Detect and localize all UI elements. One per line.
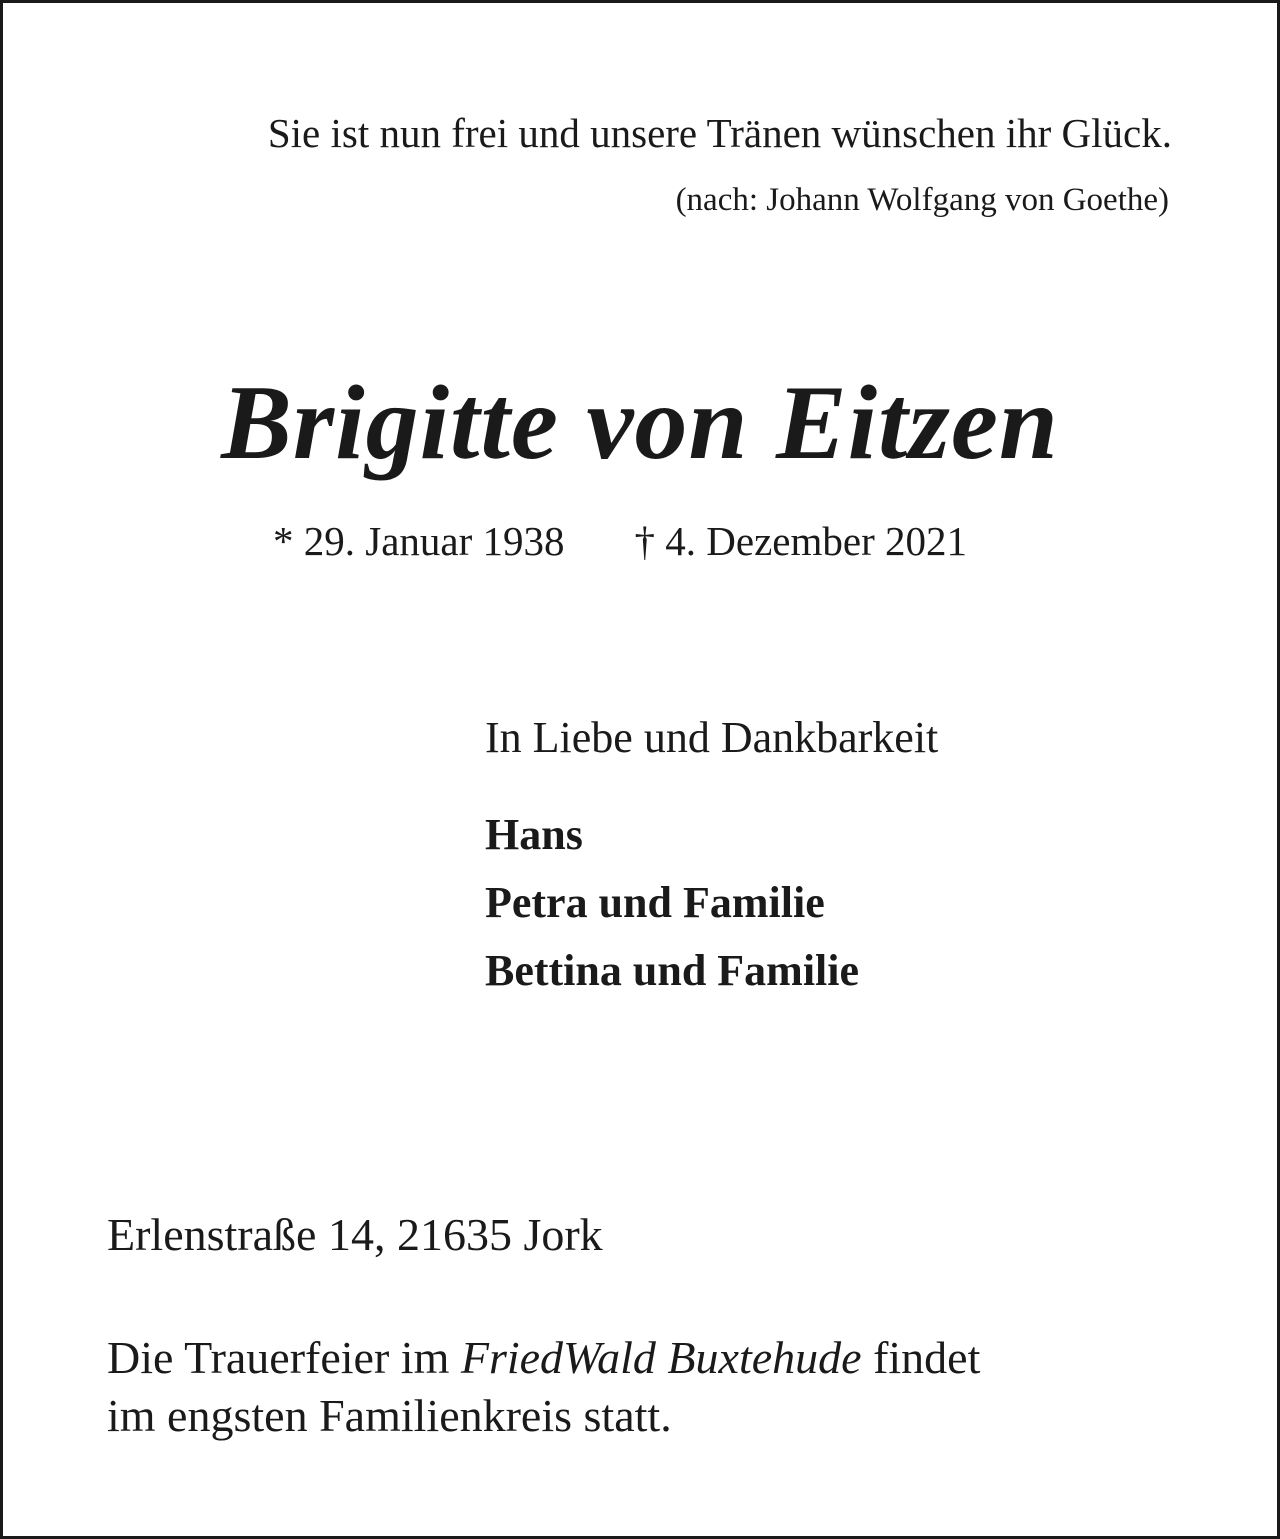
ceremony-line-1 [107, 1329, 980, 1387]
mourner-item: Petra und Familie [485, 878, 825, 927]
quote-attribution: (nach: Johann Wolfgang von Goethe) [675, 182, 1169, 218]
life-dates [3, 515, 1237, 567]
closing-phrase: In Liebe und Dankbarkeit [485, 713, 939, 762]
mourner-item: Bettina und Familie [485, 946, 860, 995]
ceremony-text-after: findet [873, 1332, 981, 1383]
death-date: † 4. Dezember 2021 [634, 518, 967, 564]
mourner-item: Hans [485, 810, 583, 859]
family-address: Erlenstraße 14, 21635 Jork [107, 1209, 603, 1260]
memorial-quote: Sie ist nun frei und unsere Tränen wünschen ihr Glück. [267, 110, 1172, 156]
ceremony-venue: FriedWald Buxtehude [460, 1332, 862, 1383]
deceased-name: Brigitte von Eitzen [221, 364, 1059, 481]
ceremony-text-before: Die Trauerfeier im [107, 1332, 450, 1383]
birth-date: * 29. Januar 1938 [273, 518, 565, 564]
ceremony-line-2: im engsten Familienkreis statt. [107, 1390, 672, 1441]
ceremony-note [107, 1329, 980, 1445]
mourners-list [485, 801, 859, 1005]
